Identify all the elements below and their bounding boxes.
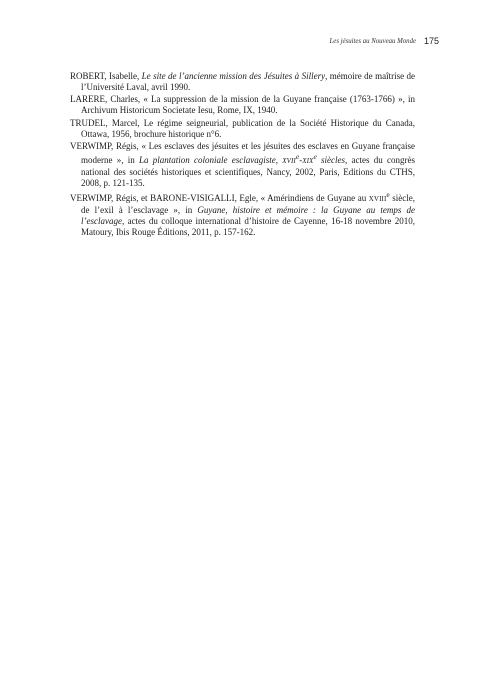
title-dash: - xyxy=(299,155,303,166)
bibliography-entry-verwimp-barone xyxy=(70,190,415,238)
century-numeral: XIX xyxy=(302,157,314,166)
title-part: La plantation coloniale esclavagiste, xyxy=(138,155,283,166)
bibliography-entry-larere xyxy=(70,94,415,116)
title-part: siècles xyxy=(316,155,346,166)
century-suffix: e xyxy=(295,152,300,162)
entry-details: , mémoire de maîtrise de l’Université Laval, avril 1990. xyxy=(81,71,416,92)
century-suffix: e xyxy=(386,190,390,200)
century-numeral: XVIII xyxy=(368,195,387,204)
entry-details: « Les esclaves des jésuites et les jésuites des esclaves en Guyane française moderne », in xyxy=(81,141,415,166)
entry-details: Le régime seigneurial, publication de la Société Historique du Canada, Ottawa, 1956, brochure historique n°6. xyxy=(81,117,415,139)
entry-title xyxy=(138,152,346,166)
entry-author: VERWIMP, Régis, xyxy=(70,141,142,152)
entry-details: « La suppression de la mission de la Guyane française (1763-1766) », in Archivum Historicum Societate Iesu, Rome, IX, 1940. xyxy=(81,94,415,116)
entry-title: Guyane, histoire et mémoire : la Guyane au temps de l’esclavage xyxy=(81,205,415,227)
running-head: Les jésuites au Nouveau Monde xyxy=(329,38,416,45)
entry-author: ROBERT, Isabelle, xyxy=(70,71,142,81)
century-suffix: e xyxy=(313,152,317,162)
bibliography-entry-trudel xyxy=(70,118,415,140)
entry-author: TRUDEL, Marcel, xyxy=(70,117,144,128)
century-numeral: XVII xyxy=(282,157,296,166)
entry-details: « Amérindiens de Guyane au xyxy=(260,193,369,204)
entry-author: LARERE, Charles, xyxy=(70,94,144,105)
entry-title: Le site de l’ancienne mission des Jésuites à Sillery xyxy=(141,71,326,81)
page-number: 175 xyxy=(424,36,440,46)
bibliography-entry-verwimp xyxy=(70,141,415,189)
entry-author: VERWIMP, Régis, et BARONE-VISIGALLI, Egle, xyxy=(70,193,261,204)
bibliography-entry-robert xyxy=(70,71,415,93)
entry-details: , actes du congrès national des sociétés historiques et scientifiques, Nancy, 2002, Paris, Editions du CTHS, 2008, p. 121-135. xyxy=(81,155,415,188)
entry-details: siècle, de l’exil à l’esclavage », in xyxy=(81,193,415,216)
bibliography-list xyxy=(70,71,415,240)
entry-details: , actes du colloque international d’histoire de Cayenne, 16-18 novembre 2010, Matoury, Ibis Rouge Éditions, 2011, p. 157-162. xyxy=(81,216,415,238)
